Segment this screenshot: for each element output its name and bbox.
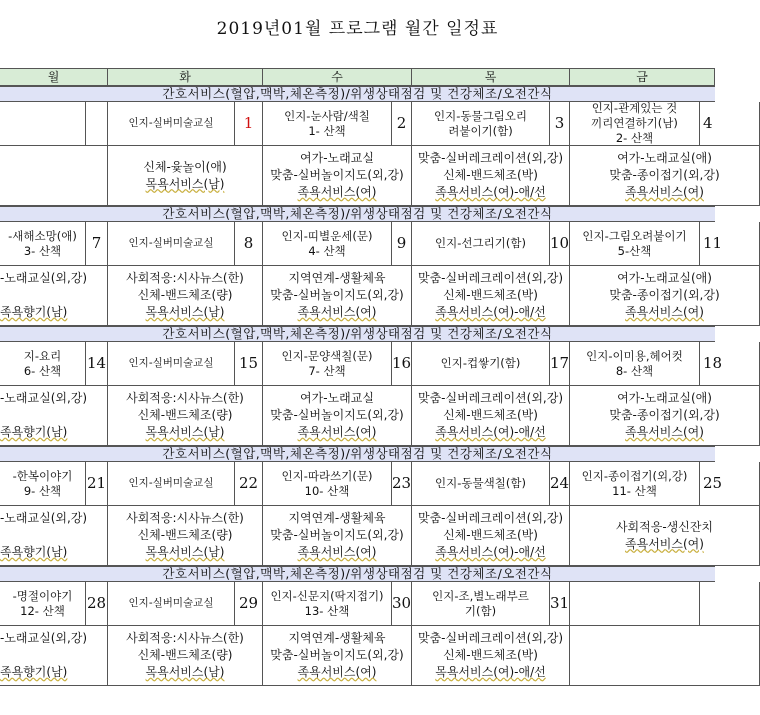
activity-cell-thu [412, 222, 550, 266]
activity-line: 인지-실버미술교실 [128, 357, 214, 369]
service-cell-tue [108, 266, 263, 326]
activity-cell-fri [570, 222, 700, 266]
service-line: 족욕서비스(여)-애/선 [435, 425, 546, 439]
date-number: 8 [235, 222, 263, 266]
service-line [0, 287, 4, 304]
activity-cell-tue [108, 102, 235, 146]
service-line: 족욕서비스(여) [625, 185, 704, 199]
activity-line: 인지-종이접기(외,강) [581, 468, 688, 483]
weekday-header-fri: 금 [570, 68, 715, 86]
weekday-header-thu: 목 [412, 68, 570, 86]
service-cell-thu [412, 266, 570, 326]
activity-cell-tue [108, 582, 235, 626]
service-cell-wed [263, 146, 412, 206]
activity-cell-fri [570, 102, 700, 146]
service-line: 지역연계-생활체육 [288, 271, 386, 285]
service-line: 족욕서비스(여) [297, 185, 377, 199]
service-line: 목욕서비스(남) [145, 665, 225, 679]
activity-line: 인지-실버미술교실 [128, 237, 214, 249]
service-line: 족욕서비스(여) [625, 536, 704, 551]
date-number: 23 [392, 462, 412, 506]
service-line: 사회적응:시사뉴스(한) [126, 271, 244, 285]
activity-line: 13- 산책 [304, 603, 350, 618]
activity-cell-thu [412, 582, 550, 626]
activity-line: 5-산책 [617, 243, 652, 258]
service-line: 맞춤-실버놀이지도(외,강) [270, 648, 404, 662]
activity-line: 인지-관계있는 것 [591, 101, 678, 115]
activity-cell-tue [108, 342, 235, 386]
activity-line: 인지-실버미술교실 [128, 477, 214, 489]
service-line: 맞춤-종이접기(외,강) [609, 408, 720, 422]
service-cell-wed [263, 266, 412, 326]
date-number: 14 [86, 342, 108, 386]
service-line: 족욕서비스(여) [297, 425, 377, 439]
service-line: 지역연계-생활체육 [288, 631, 386, 645]
date-number: 9 [392, 222, 412, 266]
service-line: 족욕서비스(여) [297, 305, 377, 319]
service-line: 족욕서비스(여) [625, 305, 704, 319]
activity-line: 인지-문양색칠(문) [281, 348, 373, 363]
activity-line: 인지-띠별운세(문) [281, 228, 373, 243]
service-cell-wed [263, 386, 412, 446]
service-line: 목욕서비스(남) [145, 305, 225, 319]
service-line: 맞춤-실버레크레이션(외,강) [417, 511, 564, 525]
activity-line: 인지-이미용,헤어컷 [586, 348, 683, 363]
service-line: 맞춤-실버레크레이션(외,강) [417, 631, 564, 645]
date-number: 7 [86, 222, 108, 266]
activity-line: 인지-동물색칠(함) [435, 476, 526, 490]
activity-cell-fri [570, 342, 700, 386]
service-line: 신체-밴드체조(박) [443, 528, 538, 542]
service-line: 사회적응:시사뉴스(한) [126, 511, 244, 525]
date-number: 3 [550, 102, 570, 146]
service-line: -노래교실(외,강) [0, 631, 88, 645]
activity-line: 인지-그림오려붙이기 [582, 228, 687, 243]
date-number: 11 [700, 222, 760, 266]
service-line: 신체-밴드체조(량) [137, 288, 233, 302]
service-line: 신체-윷놀이(애) [143, 159, 227, 174]
service-cell-fri [570, 146, 760, 206]
activity-line: -명절이야기 [12, 588, 73, 603]
page-title: 2019년01월 프로그램 월간 일정표 [216, 19, 499, 39]
date-number: 29 [235, 582, 263, 626]
service-line: 목욕서비스(남) [145, 176, 225, 191]
date-number: 18 [700, 342, 760, 386]
activity-line: -새해소망(애) [8, 228, 77, 243]
activity-line: 11- 산책 [612, 483, 657, 498]
service-line: 신체-밴드체조(량) [137, 648, 233, 662]
schedule-grid [0, 68, 723, 715]
activity-line: 인지-실버미술교실 [128, 597, 214, 609]
service-line: 족욕향기(남) [0, 425, 68, 439]
service-line: 족욕서비스(여) [625, 425, 704, 439]
activity-cell-mon [0, 102, 86, 146]
service-line: -노래교실(외,강) [0, 271, 88, 285]
service-line: -노래교실(외,강) [0, 511, 88, 525]
date-number [700, 582, 760, 626]
activity-cell-tue [108, 462, 235, 506]
date-number [86, 102, 108, 146]
service-cell-mon [0, 266, 108, 326]
service-cell-tue [108, 506, 263, 566]
activity-line: 7- 산책 [308, 363, 346, 378]
service-cell-thu [412, 146, 570, 206]
date-number: 17 [550, 342, 570, 386]
service-line: 여가-노래교실 [300, 391, 374, 405]
date-number: 25 [700, 462, 760, 506]
activity-line: 인지-신문지(딱지접기) [270, 588, 384, 603]
date-number: 22 [235, 462, 263, 506]
activity-cell-wed [263, 462, 392, 506]
activity-line: 인지-눈사람/색칠 [284, 108, 370, 123]
activity-cell-wed [263, 342, 392, 386]
service-line: 사회적응-생신잔치 [615, 519, 714, 534]
weekday-header-wed: 수 [263, 68, 412, 86]
weekday-header-mon: 월 [0, 68, 108, 86]
service-line: 지역연계-생활체육 [288, 511, 386, 525]
service-line: 여가-노래교실(애) [617, 391, 712, 405]
activity-line: 인지-조,별노래부르 [432, 588, 529, 603]
date-number: 21 [86, 462, 108, 506]
activity-line: 인지-동물그림오리 [433, 108, 528, 123]
service-line: 사회적응:시사뉴스(한) [126, 631, 244, 645]
activity-cell-wed [263, 222, 392, 266]
activity-line: 4- 산책 [308, 243, 346, 258]
service-cell-thu [412, 386, 570, 446]
date-number: 24 [550, 462, 570, 506]
activity-line: 10- 산책 [304, 483, 350, 498]
activity-cell-mon [0, 342, 86, 386]
weekday-header-tue: 화 [108, 68, 263, 86]
activity-cell-fri [570, 462, 700, 506]
activity-cell-mon [0, 222, 86, 266]
service-line [0, 407, 4, 424]
service-line: 목욕서비스(남) [145, 545, 225, 559]
service-line: 신체-밴드체조(박) [443, 648, 538, 662]
service-line: 맞춤-실버놀이지도(외,강) [270, 408, 404, 422]
activity-cell-wed [263, 102, 392, 146]
service-cell-fri [570, 266, 760, 326]
service-line: 맞춤-실버놀이지도(외,강) [270, 168, 404, 182]
service-cell-thu [412, 506, 570, 566]
activity-cell-tue [108, 222, 235, 266]
activity-cell-fri [570, 582, 700, 626]
activity-cell-mon [0, 582, 86, 626]
service-cell-fri [570, 506, 760, 566]
service-line: 족욕향기(남) [0, 665, 68, 679]
activity-line: 려붙이기(함) [448, 123, 513, 138]
activity-line: 2- 산책 [615, 131, 654, 145]
date-number: 2 [392, 102, 412, 146]
service-line: 신체-밴드체조(박) [443, 288, 538, 302]
activity-line: 끼리연결하기(남) [591, 116, 678, 130]
service-cell-tue [108, 626, 263, 686]
service-line: 여가-노래교실 [300, 151, 374, 165]
date-number: 4 [700, 102, 760, 146]
service-line [0, 647, 4, 664]
service-line: 족욕서비스(여)-애/선 [435, 185, 546, 199]
date-number: 1 [235, 102, 263, 146]
service-cell-mon [0, 626, 108, 686]
activity-line: 지-요리 [23, 348, 62, 363]
activity-cell-mon [0, 462, 86, 506]
activity-line: 9- 산책 [23, 483, 62, 498]
activity-line: 8- 산책 [615, 363, 654, 378]
service-line: 맞춤-종이접기(외,강) [609, 168, 720, 182]
service-line: 여가-노래교실(애) [617, 151, 712, 165]
activity-cell-thu [412, 102, 550, 146]
service-line: 족욕향기(남) [0, 305, 68, 319]
date-number: 16 [392, 342, 412, 386]
service-cell-wed [263, 506, 412, 566]
service-line [0, 527, 4, 544]
date-number: 15 [235, 342, 263, 386]
service-line: 맞춤-실버놀이지도(외,강) [270, 528, 404, 542]
service-cell-mon [0, 146, 108, 206]
daily-service-band: 간호서비스(혈압,맥박,체온측정)/위생상태점검 및 건강체조/오전간식 [0, 566, 715, 582]
activity-line: 인지-컵쌓기(함) [440, 356, 521, 370]
date-number: 10 [550, 222, 570, 266]
service-line: 맞춤-실버놀이지도(외,강) [270, 288, 404, 302]
service-line: 족욕서비스(여)-애/선 [435, 305, 546, 319]
service-line: 목욕서비스(여)-애/선 [435, 665, 546, 679]
service-line [570, 647, 759, 664]
date-number: 30 [392, 582, 412, 626]
activity-line: 인지-선그리기(함) [435, 236, 526, 250]
service-line: 족욕서비스(여)-애/선 [435, 545, 546, 559]
service-line: 맞춤-종이접기(외,강) [609, 288, 720, 302]
service-line [0, 167, 4, 184]
activity-line: 1- 산책 [308, 123, 346, 138]
service-line: 신체-밴드체조(량) [137, 528, 233, 542]
activity-line: -한복이야기 [12, 468, 73, 483]
service-cell-tue [108, 146, 263, 206]
service-line: 신체-밴드체조(박) [443, 408, 538, 422]
activity-cell-thu [412, 342, 550, 386]
activity-cell-thu [412, 462, 550, 506]
date-number: 31 [550, 582, 570, 626]
daily-service-band: 간호서비스(혈압,맥박,체온측정)/위생상태점검 및 건강체조/오전간식 [0, 206, 715, 222]
service-cell-mon [0, 506, 108, 566]
service-line: 신체-밴드체조(박) [443, 168, 538, 182]
activity-line: 6- 산책 [23, 363, 62, 378]
service-cell-wed [263, 626, 412, 686]
activity-line: 기(함) [464, 603, 497, 618]
service-line: 맞춤-실버레크레이션(외,강) [417, 391, 564, 405]
service-line: 족욕향기(남) [0, 545, 68, 559]
service-cell-tue [108, 386, 263, 446]
service-cell-mon [0, 386, 108, 446]
service-line: 족욕서비스(여) [297, 545, 377, 559]
service-line: 맞춤-실버레크레이션(외,강) [417, 151, 564, 165]
service-line: 신체-밴드체조(량) [137, 408, 233, 422]
service-line: 여가-노래교실(애) [617, 271, 712, 285]
service-cell-fri [570, 626, 760, 686]
service-line: 사회적응:시사뉴스(한) [126, 391, 244, 405]
activity-line: 3- 산책 [23, 243, 62, 258]
activity-line: 12- 산책 [20, 603, 65, 618]
service-line: 족욕서비스(여) [297, 665, 377, 679]
daily-service-band: 간호서비스(혈압,맥박,체온측정)/위생상태점검 및 건강체조/오전간식 [0, 446, 715, 462]
service-line: 맞춤-실버레크레이션(외,강) [417, 271, 564, 285]
activity-line: 인지-따라쓰기(문) [281, 468, 373, 483]
date-number: 28 [86, 582, 108, 626]
service-cell-fri [570, 386, 760, 446]
daily-service-band: 간호서비스(혈압,맥박,체온측정)/위생상태점검 및 건강체조/오전간식 [0, 326, 715, 342]
daily-service-band: 간호서비스(혈압,맥박,체온측정)/위생상태점검 및 건강체조/오전간식 [0, 86, 715, 102]
service-line: -노래교실(외,강) [0, 391, 88, 405]
activity-cell-wed [263, 582, 392, 626]
service-line: 목욕서비스(남) [145, 425, 225, 439]
activity-line: 인지-실버미술교실 [128, 117, 214, 129]
service-cell-thu [412, 626, 570, 686]
